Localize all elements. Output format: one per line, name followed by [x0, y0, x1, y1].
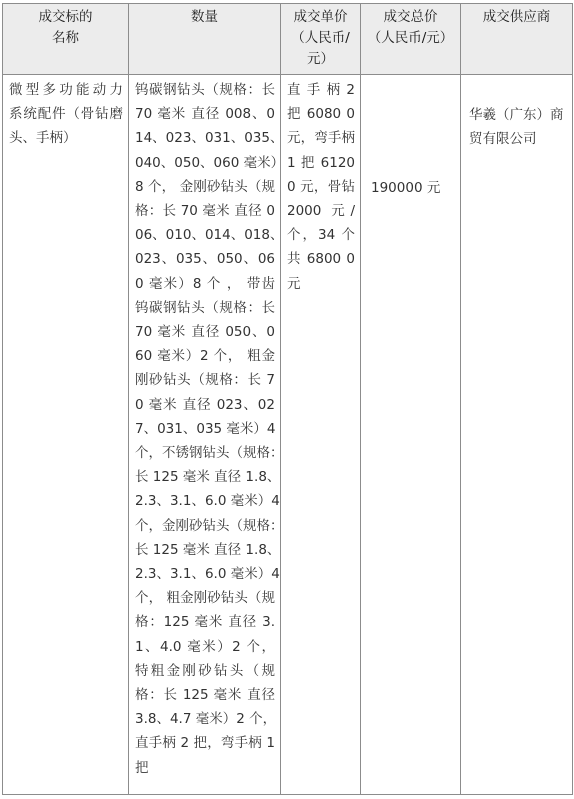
text-line: 个，金刚砂钻头（规格：	[135, 517, 284, 534]
table-row	[3, 75, 573, 795]
text-line: 7、031、035 毫米）4	[135, 420, 276, 437]
text-line: 刚砂钻头（规格：长 7	[135, 372, 275, 389]
text-line: 2.3、3.1、6.0 毫米）4	[135, 566, 280, 583]
text-line: 格：长 70 毫米 直径 0	[135, 203, 275, 220]
text-line: 把 6080 0	[287, 106, 355, 123]
text-line: 贸有限公司	[469, 131, 537, 147]
text-line: 70 毫米 直径 008、0	[135, 106, 275, 123]
cell-quantity	[129, 75, 285, 795]
text-line: 钨碳钢钻头（规格：长	[135, 82, 275, 98]
text-line: 0 元，骨钻	[287, 178, 355, 195]
text-line: 华羲（广东）商	[469, 107, 564, 123]
text-line: 70 毫米 直径 050、0	[135, 324, 275, 341]
text-line: 成交总价	[383, 9, 438, 25]
text-line: 0 毫米）8 个 ， 带齿	[135, 275, 275, 292]
text-line: 3.8、4.7 毫米）2 个，	[135, 711, 277, 728]
text-line: 格：长 125 毫米 直径	[135, 687, 275, 704]
text-line: 元）	[307, 51, 334, 67]
text-line: 1、4.0 毫米）2 个，	[135, 638, 275, 655]
cell-total-price	[361, 75, 461, 795]
cell-name	[3, 75, 129, 795]
text-line: 成交单价	[293, 9, 348, 25]
award-table	[2, 3, 573, 795]
text-line: 2000 元/	[287, 203, 355, 220]
text-line: 钨碳钢钻头（规格：长	[135, 299, 275, 316]
text-line: 元，弯手柄	[287, 130, 355, 147]
header-name	[3, 4, 129, 75]
text-line: 共 6800 0	[287, 251, 355, 268]
text-line: 023、035、050、06	[135, 251, 275, 268]
text-line: 元	[287, 275, 301, 292]
text-line: 数量	[191, 9, 218, 25]
cell-supplier	[461, 75, 573, 795]
text-line: 14、023、031、035、	[135, 130, 284, 147]
header-quantity	[129, 4, 281, 75]
text-line: 微型多功能动力	[9, 82, 123, 98]
text-line: 60 毫米）2 个， 粗金	[135, 348, 275, 365]
total-price-text: 190000 元	[371, 180, 441, 196]
text-line: 个，34 个	[287, 227, 355, 244]
text-line: 8 个， 金刚砂钻头（规	[135, 178, 275, 195]
text-line: 长 125 毫米 直径 1.8、	[135, 469, 281, 486]
text-line: 格：125 毫米 直径 3.	[135, 614, 275, 631]
table-header-row	[3, 4, 573, 75]
text-line: 0 毫米 直径 023、02	[135, 396, 275, 413]
text-line: 直手柄 2 把，弯手柄 1	[135, 735, 275, 752]
text-line: 个，不锈钢钻头（规格：	[135, 445, 284, 462]
text-line: 1 把 6120	[287, 154, 355, 171]
text-line: 2.3、3.1、6.0 毫米）4	[135, 493, 280, 510]
text-line: 长 125 毫米 直径 1.8、	[135, 541, 281, 558]
text-line: 特粗金刚砂钻头（规	[135, 662, 275, 679]
cell-unit-price	[281, 75, 361, 795]
header-total-price	[361, 4, 461, 75]
text-line: 名称	[52, 30, 79, 46]
text-line: 系统配件（骨钻磨	[9, 106, 123, 123]
text-line: 个， 粗金刚砂钻头（规	[135, 590, 275, 607]
text-line: 把	[135, 759, 149, 776]
text-line: 直 手 柄 2	[287, 82, 355, 98]
header-unit-price	[281, 4, 361, 75]
header-supplier	[461, 4, 573, 75]
text-line: 成交标的	[38, 9, 93, 25]
text-line: 040、050、060 毫米）	[135, 154, 285, 171]
text-line: 成交供应商	[482, 9, 551, 25]
text-line: 头、手柄）	[9, 130, 77, 147]
text-line: （人民币/	[291, 30, 350, 46]
text-line: 06、010、014、018、	[135, 227, 284, 244]
text-line: （人民币/元）	[367, 30, 454, 46]
